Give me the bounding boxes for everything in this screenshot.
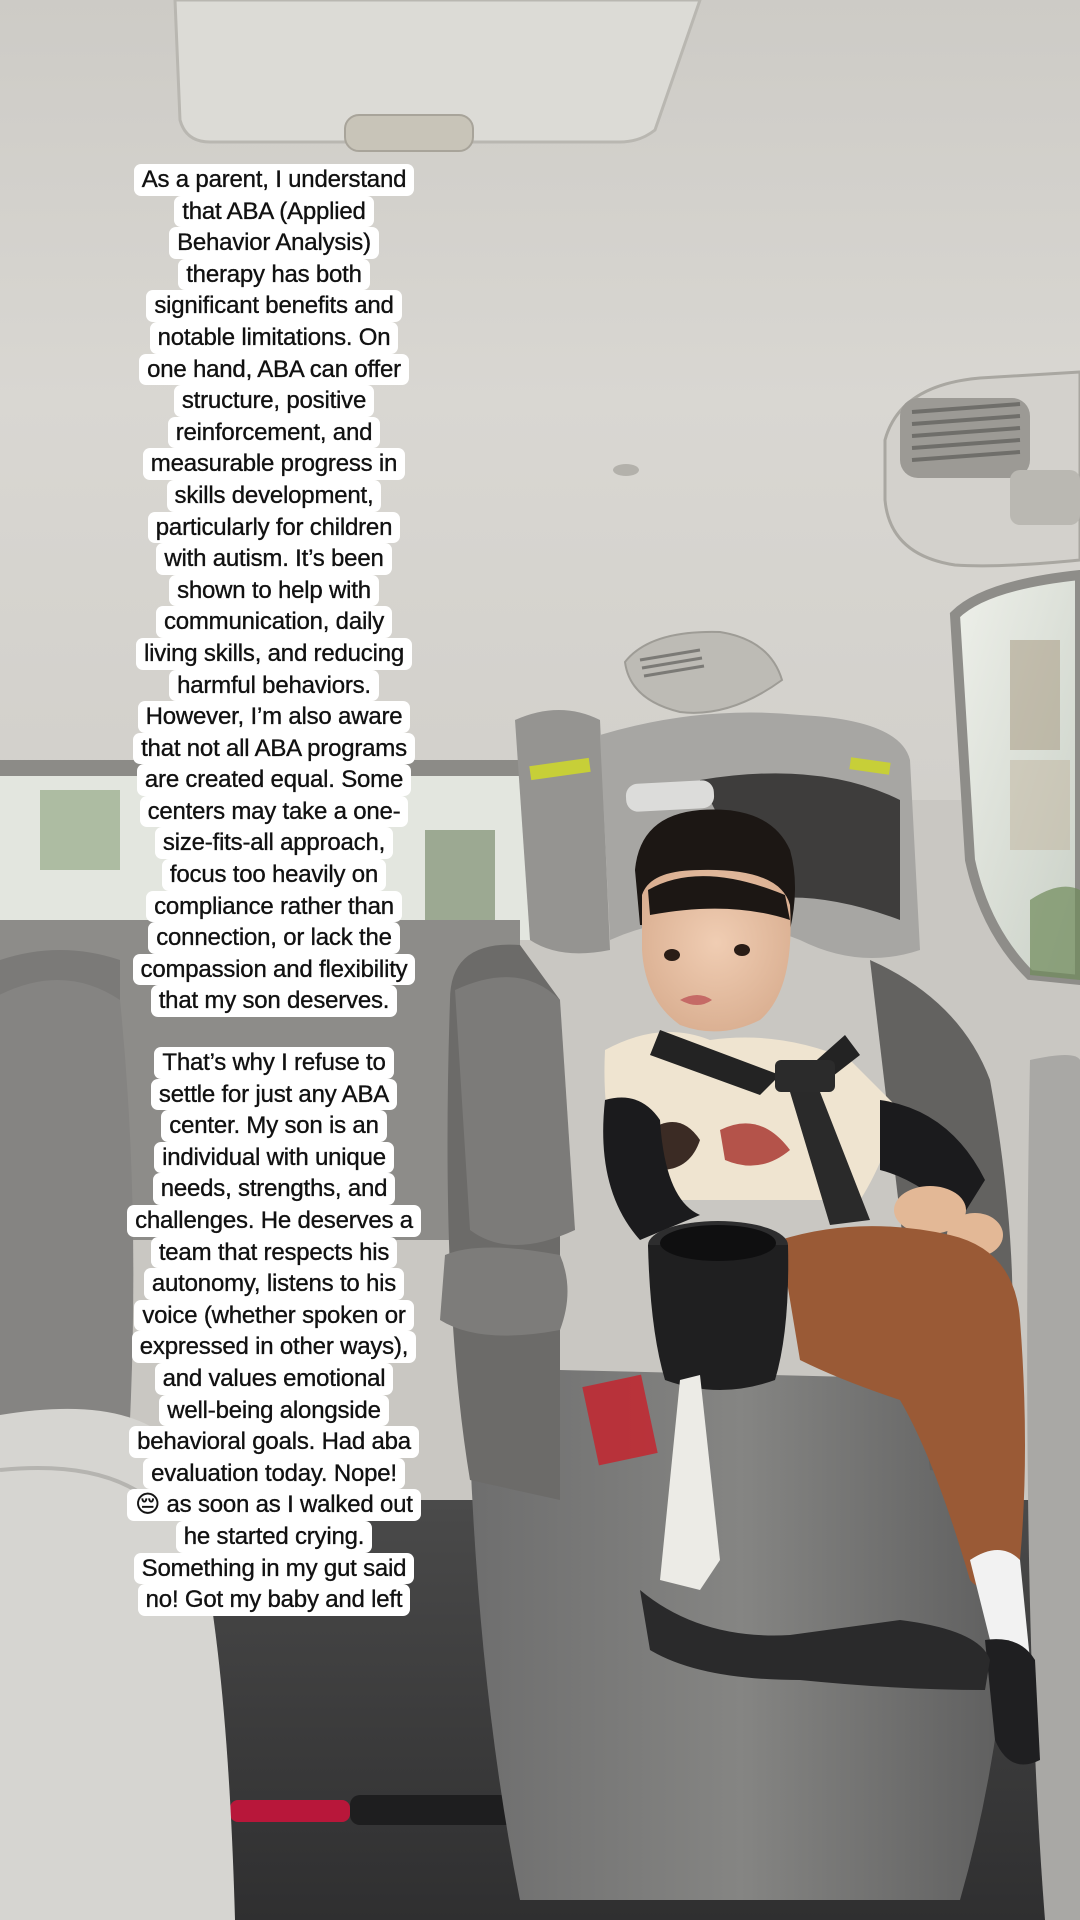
caption-line: living skills, and reducing xyxy=(136,638,412,670)
cup-holder xyxy=(648,1221,788,1390)
caption-line: well-being alongside xyxy=(159,1395,388,1427)
caption-line: harmful behaviors. xyxy=(169,670,379,702)
caption-line: size-fits-all approach, xyxy=(155,827,393,859)
caption-line: That’s why I refuse to xyxy=(154,1047,393,1079)
caption-line: center. My son is an xyxy=(161,1110,386,1142)
caption-line: 😔 as soon as I walked out xyxy=(127,1489,421,1521)
caption-line: communication, daily xyxy=(156,606,392,638)
caption-line: reinforcement, and xyxy=(168,417,381,449)
dome-light xyxy=(345,115,473,151)
ceiling-screw xyxy=(613,464,639,476)
caption-line: significant benefits and xyxy=(146,290,401,322)
caption-line: that ABA (Applied xyxy=(174,196,373,228)
caption-line: As a parent, I understand xyxy=(134,164,415,196)
caption-line: that my son deserves. xyxy=(151,985,398,1017)
car-seat-brand-label xyxy=(625,780,714,813)
caption-line: individual with unique xyxy=(154,1142,394,1174)
caption-line: compassion and flexibility xyxy=(133,954,416,986)
caption-line: focus too heavily on xyxy=(162,859,386,891)
caption-line: with autism. It’s been xyxy=(156,543,391,575)
caption-line: notable limitations. On xyxy=(150,322,399,354)
caption-line: compliance rather than xyxy=(146,891,402,923)
caption-line: no! Got my baby and left xyxy=(138,1584,411,1616)
caption-block-1 xyxy=(104,164,444,1017)
caption-line: voice (whether spoken or xyxy=(134,1300,413,1332)
caption-line: are created equal. Some xyxy=(137,764,411,796)
caption-line: Behavior Analysis) xyxy=(169,227,379,259)
caption-line: shown to help with xyxy=(169,575,379,607)
caption-line: connection, or lack the xyxy=(148,922,400,954)
caption-line: skills development, xyxy=(167,480,382,512)
caption-line: evaluation today. Nope! xyxy=(143,1458,405,1490)
caption-block-2 xyxy=(104,1047,444,1616)
caption-line: he started crying. xyxy=(176,1521,373,1553)
caption-line: and values emotional xyxy=(155,1363,394,1395)
caption-line: one hand, ABA can offer xyxy=(139,354,409,386)
caption-line: centers may take a one- xyxy=(140,796,409,828)
caption-line: structure, positive xyxy=(174,385,374,417)
caption-line: needs, strengths, and xyxy=(153,1173,396,1205)
caption-line: autonomy, listens to his xyxy=(144,1268,404,1300)
caption-line: However, I’m also aware xyxy=(138,701,411,733)
caption-line: measurable progress in xyxy=(143,448,405,480)
caption-line: Something in my gut said xyxy=(134,1553,415,1585)
caption-line: settle for just any ABA xyxy=(151,1079,397,1111)
caption-line: therapy has both xyxy=(178,259,370,291)
caption-line: expressed in other ways), xyxy=(132,1331,416,1363)
caption-line: particularly for children xyxy=(148,512,400,544)
caption-line: challenges. He deserves a xyxy=(127,1205,421,1237)
caption-line: team that respects his xyxy=(151,1237,397,1269)
caption-line: that not all ABA programs xyxy=(133,733,415,765)
car-seat-headrest xyxy=(515,710,610,953)
air-vent-right xyxy=(885,372,1080,566)
caption-line: behavioral goals. Had aba xyxy=(129,1426,419,1458)
